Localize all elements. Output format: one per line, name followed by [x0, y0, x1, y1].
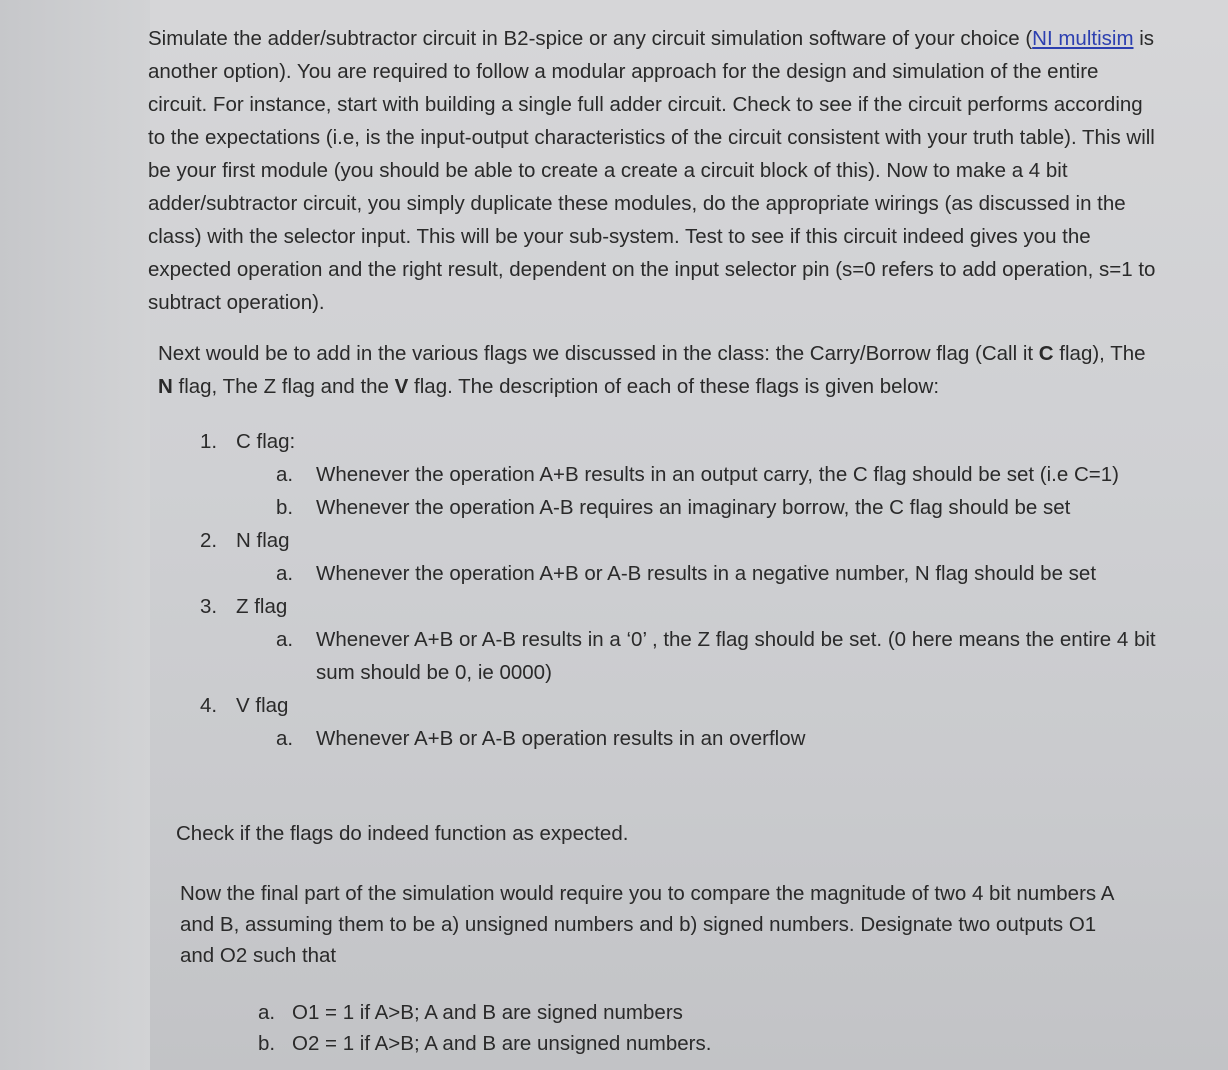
outputs-list [148, 997, 1158, 1059]
flags-list [148, 425, 1158, 755]
flag-heading-v: 4. V flag [200, 694, 289, 717]
monitor-bezel-shade [0, 0, 150, 1070]
list-item: a. Whenever the operation A+B results in an output carry, the C flag should be set (i.e C=1) [276, 463, 1119, 486]
list-item: a. Whenever A+B or A-B results in a ‘0’ , the Z flag should be set. (0 here means the entire 4 bit sum should be 0, ie 0000) [276, 628, 1156, 684]
ni-multisim-link[interactable]: NI multisim [1032, 27, 1134, 50]
flag-heading-z: 3. Z flag [200, 595, 288, 618]
document-page [148, 22, 1158, 1059]
list-item: a. O1 = 1 if A>B; A and B are signed numbers [258, 1001, 683, 1024]
list-item: a. Whenever the operation A+B or A-B results in a negative number, N flag should be set [276, 562, 1097, 585]
flags-intro-paragraph: Next would be to add in the various flags we discussed in the class: the Carry/Borrow flag (Call it C flag), The N flag, The Z flag and the V flag. The description of each of these flags is given below: [158, 342, 1146, 398]
list-item: b. Whenever the operation A-B requires an imaginary borrow, the C flag should be set [276, 496, 1071, 519]
list-item: b. O2 = 1 if A>B; A and B are unsigned numbers. [258, 1032, 712, 1055]
check-flags-paragraph: Check if the flags do indeed function as expected. [176, 822, 629, 845]
list-item: a. Whenever A+B or A-B operation results in an overflow [276, 727, 806, 750]
intro-paragraph: Simulate the adder/subtractor circuit in B2-spice or any circuit simulation software of your choice (NI multisim is another option). You are required to follow a modular approach for the design and simulation of the entire circuit. For instance, start with building a single full adder circuit. Check to see if the circuit performs according to the expectations (i.e, is the input-output characteristics of the circuit consistent with your truth table). This will be your first module (you should be able to create a create a circuit block of this). Now to make a 4 bit adder/subtractor circuit, you simply duplicate these modules, do the appropriate wirings (as discussed in the class) with the selector input. This will be your sub-system. Test to see if this circuit indeed gives you the expected operation and the right result, dependent on the input selector pin (s=0 refers to add operation, s=1 to subtract operation). [148, 27, 1156, 314]
final-part-paragraph: Now the final part of the simulation would require you to compare the magnitude of two 4 bit numbers A and B, assuming them to be a) unsigned numbers and b) signed numbers. Designate two outputs O1 and O2 such that [180, 882, 1114, 967]
flag-heading-n: 2. N flag [200, 529, 290, 552]
flag-heading-c: 1. C flag: [200, 430, 296, 453]
